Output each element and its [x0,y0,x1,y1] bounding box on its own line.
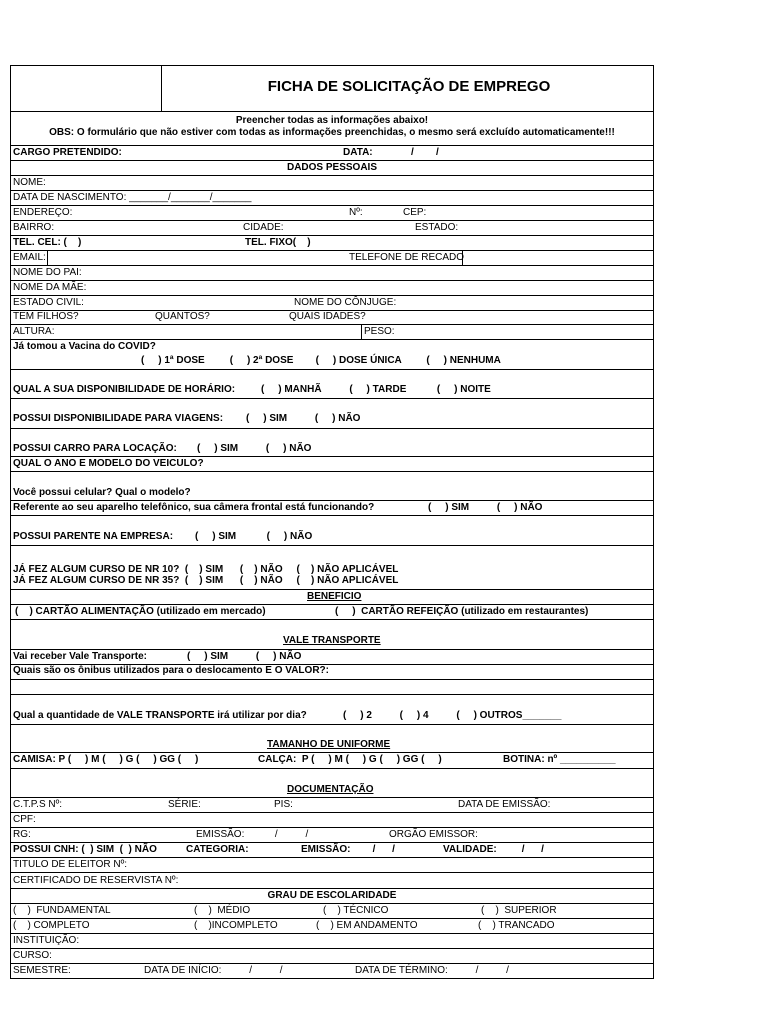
divider [11,797,653,798]
divider [11,724,653,725]
viagens-question: POSSUI DISPONIBILIDADE PARA VIAGENS: [13,413,224,424]
divider [11,160,653,161]
escolaridade-heading: GRAU DE ESCOLARIDADE [267,890,397,901]
bairro-field[interactable]: BAIRRO: [13,222,55,233]
divider [11,111,653,112]
botina-size[interactable]: BOTINA: nº __________ [503,754,616,765]
cnh-emissao-field[interactable]: EMISSÃO: / / [301,844,395,855]
divider [11,933,653,934]
cpf-field[interactable]: CPF: [13,814,36,825]
incompleto-option[interactable]: ( )INCOMPLETO [194,920,278,931]
serie-field[interactable]: SÉRIE: [168,799,201,810]
vale-quantidade-options[interactable]: ( ) 2 ( ) 4 ( ) OUTROS_______ [343,710,562,721]
divider [11,694,653,695]
reservista-field[interactable]: CERTIFICADO DE RESERVISTA Nº: [13,875,179,886]
divider [11,220,653,221]
altura-field[interactable]: ALTURA: [13,326,55,337]
cidade-field[interactable]: CIDADE: [243,222,284,233]
estado-field[interactable]: ESTADO: [415,222,459,233]
divider [11,500,653,501]
horario-options[interactable]: ( ) MANHÃ ( ) TARDE ( ) NOITE [261,384,491,395]
vale-quantidade-question: Qual a quantidade de VALE TRANSPORTE irá utilizar por dia? [13,710,307,721]
divider [11,752,653,753]
titulo-eleitor-field[interactable]: TITULO DE ELEITOR Nº: [13,859,128,870]
camera-options[interactable]: ( ) SIM ( ) NÃO [428,502,543,513]
data-label: DATA: [343,147,373,158]
divider [11,398,653,399]
divider [11,903,653,904]
cep-field[interactable]: CEP: [403,207,427,218]
nr35-question[interactable]: JÁ FEZ ALGUM CURSO DE NR 35? ( ) SIM ( ) NÃO ( ) NÃO APLICÁVEL [13,575,399,586]
numero-field[interactable]: Nº: [349,207,363,218]
documentacao-heading: DOCUMENTAÇÃO [287,784,374,795]
divider [11,589,653,590]
data-emissao-field[interactable]: DATA DE EMISSÃO: [458,799,551,810]
cargo-label: CARGO PRETENDIDO: [13,147,122,158]
divider [11,918,653,919]
camisa-sizes[interactable]: CAMISA: P ( ) M ( ) G ( ) GG ( ) [13,754,199,765]
tel-cel-field[interactable]: TEL. CEL: ( ) [13,237,82,248]
divider [11,456,653,457]
divider [11,872,653,873]
nome-mae-field[interactable]: NOME DA MÃE: [13,282,87,293]
andamento-option[interactable]: ( ) EM ANDAMENTO [316,920,418,931]
tecnico-option[interactable]: ( ) TÉCNICO [323,905,389,916]
nome-field[interactable]: NOME: [13,177,46,188]
application-form [10,65,654,979]
medio-option[interactable]: ( ) MÉDIO [194,905,251,916]
superior-option[interactable]: ( ) SUPERIOR [481,905,557,916]
divider [11,145,653,146]
divider [11,827,653,828]
divider [11,679,653,680]
divider [11,428,653,429]
divider [11,339,653,340]
beneficio-heading: BENEFICIO [307,591,362,602]
divider [11,768,653,769]
orgao-emissor-field[interactable]: ORGÃO EMISSOR: [389,829,478,840]
cnh-options[interactable]: POSSUI CNH: ( ) SIM ( ) NÃO [13,844,157,855]
divider [361,324,362,339]
nr10-question[interactable]: JÁ FEZ ALGUM CURSO DE NR 10? ( ) SIM ( ) NÃO ( ) NÃO APLICÁVEL [13,564,399,575]
vale-receber-options[interactable]: ( ) SIM ( ) NÃO [187,651,302,662]
carro-question: POSSUI CARRO PARA LOCAÇÃO: [13,443,177,454]
estado-civil-field[interactable]: ESTADO CIVIL: [13,297,84,308]
fundamental-option[interactable]: ( ) FUNDAMENTAL [13,905,111,916]
divider [11,619,653,620]
rg-field[interactable]: RG: [13,829,31,840]
page-title: FICHA DE SOLICITAÇÃO DE EMPREGO [267,78,551,95]
endereco-field[interactable]: ENDEREÇO: [13,207,73,218]
parente-question: POSSUI PARENTE NA EMPRESA: [13,531,174,542]
parente-options[interactable]: ( ) SIM ( ) NÃO [195,531,313,542]
divider [11,515,653,516]
instituicao-field[interactable]: INSTITUIÇÃO: [13,935,80,946]
divider [11,812,653,813]
calca-sizes[interactable]: CALÇA: P ( ) M ( ) G ( ) GG ( ) [258,754,442,765]
vale-transporte-heading: VALE TRANSPORTE [283,635,381,646]
telefone-recado-field[interactable]: TELEFONE DE RECADO [349,252,465,263]
divider [11,235,653,236]
covid-options[interactable]: ( ) 1ª DOSE ( ) 2ª DOSE ( ) DOSE ÚNICA ( ) NENHUMA [141,355,501,366]
divider [11,295,653,296]
instruction-line-1: Preencher todas as informações abaixo! [235,115,429,126]
curso-field[interactable]: CURSO: [13,950,52,961]
logo-box-divider [161,66,162,111]
covid-question: Já tomou a Vacina do COVID? [13,341,156,352]
tel-fixo-field[interactable]: TEL. FIXO( ) [245,237,311,248]
quais-idades-field[interactable]: QUAIS IDADES? [289,311,366,322]
camera-question: Referente ao seu aparelho telefônico, sua câmera frontal está funcionando? [13,502,375,513]
horario-question: QUAL A SUA DISPONIBILIDADE DE HORÁRIO: [13,384,236,395]
data-termino-field[interactable]: DATA DE TÉRMINO: / / [355,965,509,976]
divider [11,948,653,949]
viagens-options[interactable]: ( ) SIM ( ) NÃO [246,413,361,424]
divider [47,250,48,265]
divider [11,857,653,858]
cnh-categoria-field[interactable]: CATEGORIA: [186,844,249,855]
nome-pai-field[interactable]: NOME DO PAI: [13,267,82,278]
trancado-option[interactable]: ( ) TRANCADO [478,920,555,931]
divider [11,175,653,176]
peso-field[interactable]: PESO: [364,326,395,337]
nascimento-field[interactable]: DATA DE NASCIMENTO: _______/_______/_______ [13,192,252,203]
data-inicio-field[interactable]: DATA DE INÍCIO: / / [144,965,283,976]
divider [11,324,653,325]
pis-field[interactable]: PIS: [274,799,293,810]
cartao-refeicao-option[interactable]: ( ) CARTÃO REFEIÇÃO (utilizado em restaurantes) [335,606,589,617]
cnh-validade-field[interactable]: VALIDADE: / / [443,844,544,855]
divider [11,604,653,605]
divider [11,545,653,546]
divider [11,250,653,251]
dados-pessoais-heading: DADOS PESSOAIS [286,162,378,173]
onibus-question[interactable]: Quais são os ônibus utilizados para o deslocamento E O VALOR?: [13,665,329,676]
email-field[interactable]: EMAIL: [13,252,46,263]
celular-question[interactable]: Você possui celular? Qual o modelo? [13,487,191,498]
instruction-line-2: OBS: O formulário que não estiver com todas as informações preenchidas, o mesmo será excluído automaticamente!!! [49,127,615,138]
cartao-alimentacao-option[interactable]: ( ) CARTÃO ALIMENTAÇÃO (utilizado em mercado) [15,606,266,617]
divider [11,842,653,843]
divider [462,250,463,265]
veiculo-question[interactable]: QUAL O ANO E MODELO DO VEICULO? [13,458,204,469]
cargo-date-slashes: / / [411,147,439,158]
nome-conjuge-field[interactable]: NOME DO CÔNJUGE: [294,297,397,308]
vale-receber-question: Vai receber Vale Transporte: [13,651,147,662]
divider [11,649,653,650]
divider [11,280,653,281]
rg-emissao-field[interactable]: EMISSÃO: / / [196,829,309,840]
semestre-field[interactable]: SEMESTRE: [13,965,71,976]
divider [11,888,653,889]
divider [11,369,653,370]
ctps-field[interactable]: C.T.P.S Nº: [13,799,63,810]
divider [11,265,653,266]
divider [11,963,653,964]
quantos-field[interactable]: QUANTOS? [155,311,210,322]
uniforme-heading: TAMANHO DE UNIFORME [267,739,391,750]
divider [11,190,653,191]
tem-filhos-field[interactable]: TEM FILHOS? [13,311,79,322]
carro-options[interactable]: ( ) SIM ( ) NÃO [197,443,312,454]
completo-option[interactable]: ( ) COMPLETO [13,920,90,931]
divider [11,205,653,206]
divider [11,471,653,472]
